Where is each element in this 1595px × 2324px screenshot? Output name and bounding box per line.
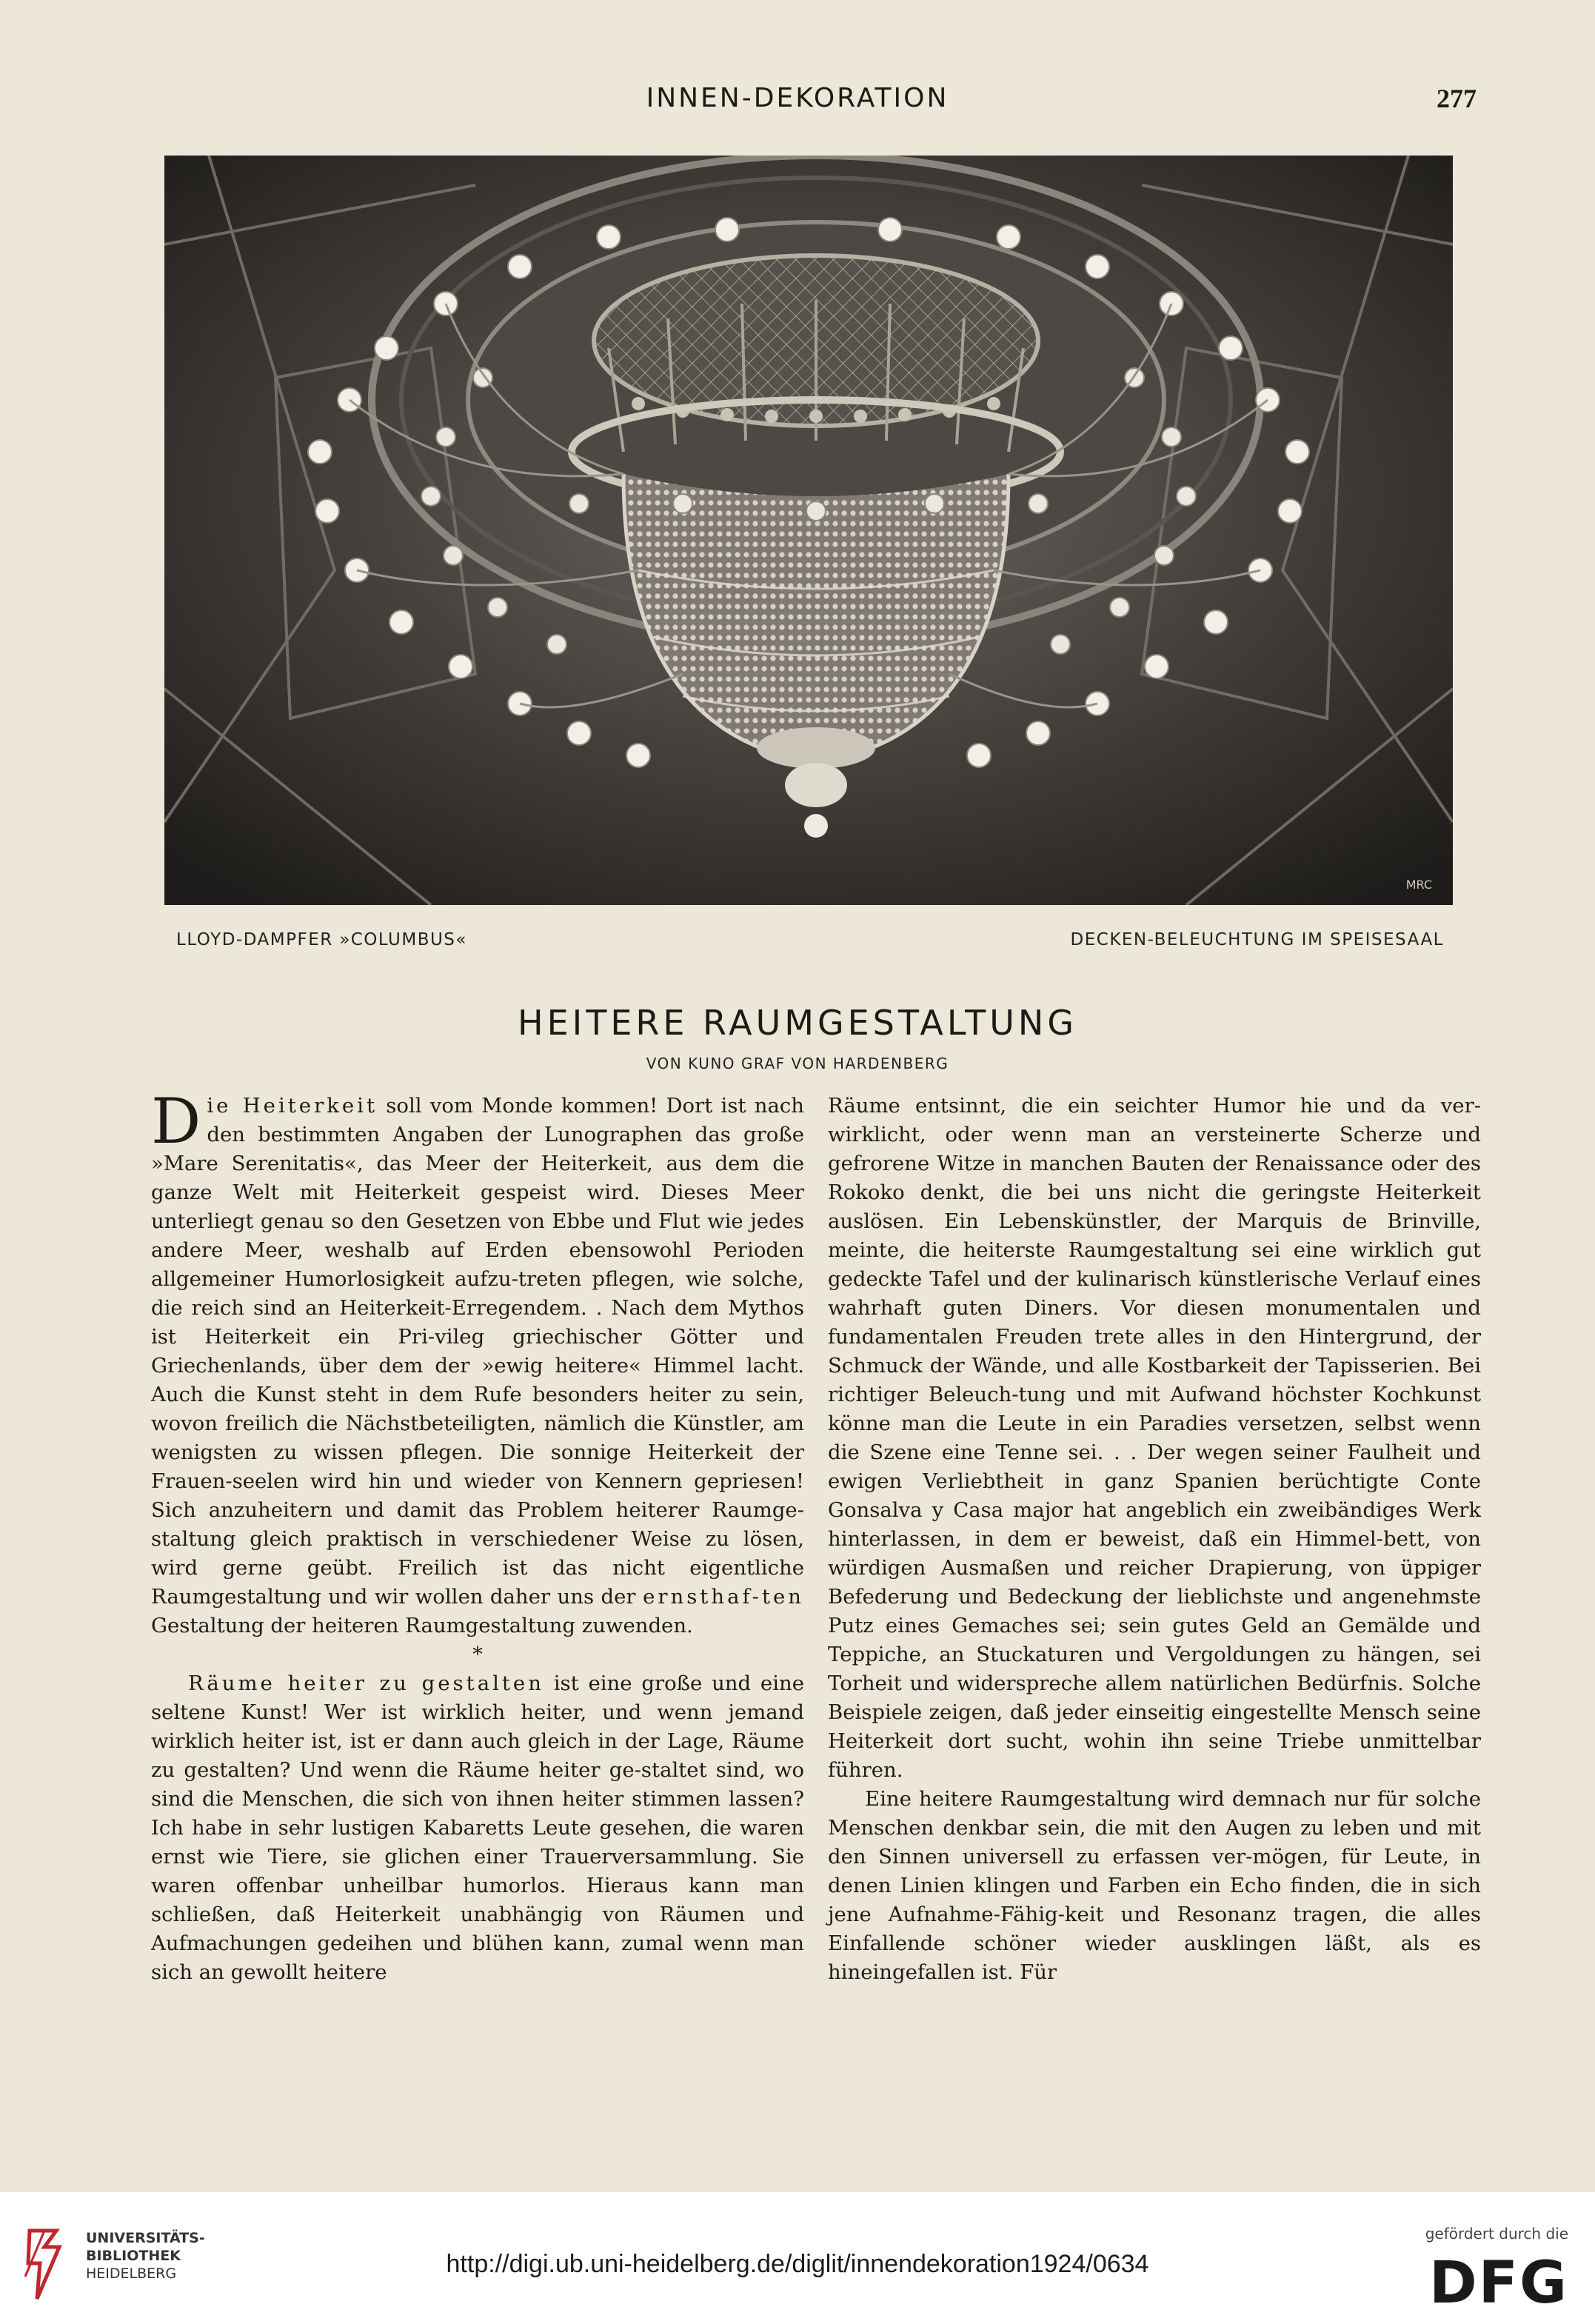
spaced-text: ie Heiterkeit (207, 1094, 378, 1118)
page-number: 277 (1437, 84, 1477, 113)
library-line: BIBLIOTHEK (86, 2248, 181, 2264)
photo-mark: MRC (1405, 878, 1432, 892)
paragraph-text: Gestaltung der heiteren Raumgestaltung zuwenden. (151, 1614, 693, 1637)
paragraph-text: ist eine große und eine seltene Kunst! Wer ist wirklich heiter, und wenn jemand wirklich heiter ist, ist er dann auch gleich in der Lage, Räume zu gestalten? Und wenn die Räume heiter ge-staltet sind, wo sind die Menschen, die sich von ihnen heiter stimmen lassen? Ich habe in sehr lustigen Kabaretts Leute gesehen, die waren ernst wie Tiere, sie glichen einer Trauerversammlung. Sie waren offenbar unheilbar humorlos. Hieraus kann man schließen, daß Heiterkeit unabhängig von Räumen und Aufmachungen gedeihen und blühen kann, zumal wenn man sich an gewollt heitere (151, 1672, 804, 1984)
drop-cap: D (151, 1085, 201, 1158)
right-column (828, 1092, 1481, 2047)
dfg-logo: DFG (1428, 2250, 1568, 2317)
byline: VON KUNO GRAF VON HARDENBERG (646, 1055, 949, 1072)
spaced-text: ernsthaf-ten (643, 1585, 804, 1609)
library-line: UNIVERSITÄTS- (86, 2230, 205, 2246)
paragraph: Räume entsinnt, die ein seichter Humor hie und da ver-wirklicht, oder wenn man an versteinerte Scherze und gefrorene Witze in manchen Bauten der Renaissance oder des Rokoko denkt, die bei uns nicht die geringste Heiterkeit auslösen. Ein Lebenskünstler, der Marquis de Brinville, meinte, die heiterste Raumgestaltung sei eine wirklich gut gedeckte Tafel und der kulinarisch künstlerische Verlauf eines wahrhaft guten Diners. Vor diesen monumentalen und fundamentalen Freuden trete alles in den Hintergrund, der Schmuck der Wände, und alle Kostbarkeit der Tapisserien. Bei richtiger Beleuch-tung und mit Aufwand höchster Kochkunst könne man die Leute in ein Paradies versetzen, selbst wenn die Szene eine Tenne sei. . . Der wegen seiner Faulheit und ewigen Verliebtheit in ganz Spanien berüchtigte Conte Gonsalva y Casa major hat angeblich ein zweibändiges Werk hinterlassen, in dem er beweist, daß ein Himmel-bett, von würdigen Ausmaßen und reicher Drapierung, von üppiger Befederung und Bedeckung der lieblichste und angenehmste Putz eines Gemaches sei; sein gutes Geld an Gemälde und Teppiche, an Stuckaturen und Vergoldungen zu hängen, sei Torheit und widerspreche allem natürlichen Bedürfnis. Solche Beispiele zeigen, daß jeder einseitig eingestellte Mensch seine Heiterkeit dort sucht, wohin ihn seine Triebe unmittelbar führen. (828, 1094, 1481, 1782)
paragraph-text: soll vom Monde kommen! Dort ist nach den bestimmten Angaben der Lunographen das große »Mare Serenitatis«, das Meer der Heiterkeit, aus dem die ganze Welt mit Heiterkeit gespeist wird. Dieses Meer unterliegt genau so den Gesetzen von Ebbe und Flut wie jedes andere Meer, weshalb auf Erden ebensowohl Perioden allgemeiner Humorlosigkeit aufzu-treten pflegen, wie solche, die reich sind an Heiterkeit-Erregendem. . Nach dem Mythos ist Heiterkeit ein Pri-vileg griechischer Götter und Griechenlands, über dem der »ewig heitere« Himmel lacht. Auch die Kunst steht in dem Rufe besonders heiter zu sein, wovon freilich die Nächstbeteiligten, nämlich die Künstler, am wenigsten zu wissen pflegen. Die sonnige Heiterkeit der Frauen-seelen wird hin und wieder von Kennern gepriesen! Sich anzuheitern und damit das Problem heiterer Raumge-staltung gleich praktisch in verschiedener Weise zu lösen, wird gerne geübt. Freilich ist das nicht eigentliche Raumgestaltung und wir wollen daher uns der (151, 1094, 805, 1609)
running-title: INNEN-DEKORATION (646, 83, 949, 113)
article-title: HEITERE RAUMGESTALTUNG (518, 1003, 1077, 1043)
running-head (0, 83, 1595, 120)
chandelier-photo (164, 156, 1453, 905)
library-line: HEIDELBERG (86, 2265, 177, 2282)
paragraph (151, 1085, 805, 1640)
section-break: * (472, 1643, 483, 1666)
paragraph (151, 1669, 804, 1987)
sponsor-label: gefördert durch die (1425, 2225, 1568, 2243)
caption-left: LLOYD-DAMPFER »COLUMBUS« (176, 930, 467, 949)
spaced-text: Räume heiter zu gestalten (188, 1672, 544, 1695)
source-url[interactable]: http://digi.ub.uni-heidelberg.de/diglit/innendekoration1924/0634 (446, 2250, 1149, 2278)
caption-right: DECKEN-BELEUCHTUNG IM SPEISESAAL (1070, 930, 1444, 949)
paragraph: Eine heitere Raumgestaltung wird demnach nur für solche Menschen denkbar sein, die mit den Augen zu leben und mit den Sinnen universell zu erfassen ver-mögen, für Leute, in denen Linien klingen und Farben ein Echo finden, die in sich jene Aufnahme-Fähig-keit und Resonanz tragen, die alles Einfallende schöner wieder ausklingen läßt, als es hineingefallen ist. Für (828, 1787, 1481, 1984)
left-column (151, 1085, 805, 2047)
footer-bar (0, 2192, 1595, 2324)
